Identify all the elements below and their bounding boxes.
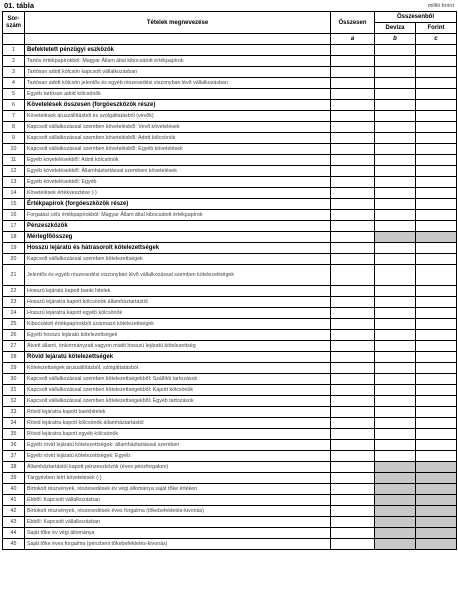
row-label: Rövid lejáratra kapott bankhitelek xyxy=(25,407,331,418)
row-number: 31 xyxy=(3,385,25,396)
cell-deviza[interactable] xyxy=(375,188,416,199)
cell-osszesen[interactable] xyxy=(331,254,375,265)
cell-deviza[interactable] xyxy=(375,155,416,166)
cell-forint[interactable] xyxy=(416,155,457,166)
row-label: Tartós értékpapírokból: Magyar Állam által kibocsátott értékpapírok xyxy=(25,56,331,67)
cell-forint[interactable] xyxy=(416,133,457,144)
cell-forint[interactable] xyxy=(416,352,457,363)
cell-osszesen[interactable] xyxy=(331,528,375,539)
cell-osszesen[interactable] xyxy=(331,122,375,133)
row-number: 8 xyxy=(3,122,25,133)
table-row xyxy=(3,506,457,517)
cell-osszesen[interactable] xyxy=(331,418,375,429)
row-label: Ebből: Kapcsolt vállalkozásban xyxy=(25,517,331,528)
cell-deviza[interactable] xyxy=(375,111,416,122)
table-row xyxy=(3,484,457,495)
cell-forint[interactable] xyxy=(416,396,457,407)
row-number: 21 xyxy=(3,265,25,286)
cell-deviza[interactable] xyxy=(375,429,416,440)
row-number: 30 xyxy=(3,374,25,385)
row-number: 11 xyxy=(3,155,25,166)
cell-forint[interactable] xyxy=(416,188,457,199)
cell-osszesen[interactable] xyxy=(331,45,375,56)
cell-osszesen[interactable] xyxy=(331,199,375,210)
row-label: Követelések értékvesztése (-) xyxy=(25,188,331,199)
table-row xyxy=(3,341,457,352)
row-number: 42 xyxy=(3,506,25,517)
row-label: Egyéb követelésekből: Adott kölcsönök xyxy=(25,155,331,166)
cell-forint xyxy=(416,539,457,550)
row-label: Kötelezettségek áruszállításból, szolgáltatásból xyxy=(25,363,331,374)
cell-deviza xyxy=(375,495,416,506)
row-number: 22 xyxy=(3,286,25,297)
cell-deviza[interactable] xyxy=(375,199,416,210)
col-header-forint: Forint xyxy=(416,23,457,34)
row-number: 27 xyxy=(3,341,25,352)
cell-forint[interactable] xyxy=(416,254,457,265)
cell-osszesen[interactable] xyxy=(331,265,375,286)
cell-osszesen[interactable] xyxy=(331,166,375,177)
row-label: Befektetett pénzügyi eszközök xyxy=(25,45,331,56)
row-label: Követelések összesen (forgóeszközök része) xyxy=(25,100,331,111)
cell-osszesen[interactable] xyxy=(331,177,375,188)
row-number: 23 xyxy=(3,297,25,308)
row-number: 45 xyxy=(3,539,25,550)
row-label: Pénzeszközök xyxy=(25,221,331,232)
row-number: 35 xyxy=(3,429,25,440)
row-number: 10 xyxy=(3,144,25,155)
cell-deviza[interactable] xyxy=(375,144,416,155)
cell-deviza[interactable] xyxy=(375,254,416,265)
cell-deviza xyxy=(375,484,416,495)
col-header-osszesenbol: Összesenből xyxy=(375,12,457,23)
cell-deviza xyxy=(375,517,416,528)
cell-osszesen[interactable] xyxy=(331,330,375,341)
table-row xyxy=(3,166,457,177)
table-row xyxy=(3,374,457,385)
row-label: Átvett állami, önkormányzati vagyon miatti hosszú lejáratú kötelezettség xyxy=(25,341,331,352)
row-number: 38 xyxy=(3,462,25,473)
col-header-tetelek: Tételek megnevezése xyxy=(25,12,331,34)
row-number: 4 xyxy=(3,78,25,89)
cell-deviza[interactable] xyxy=(375,440,416,451)
row-number: 37 xyxy=(3,451,25,462)
cell-deviza[interactable] xyxy=(375,122,416,133)
cell-deviza[interactable] xyxy=(375,221,416,232)
cell-osszesen[interactable] xyxy=(331,56,375,67)
cell-forint[interactable] xyxy=(416,308,457,319)
table-row xyxy=(3,308,457,319)
row-label: Kapcsolt vállalkozással szemben követelésből: Adott kölcsönök xyxy=(25,133,331,144)
row-number: 26 xyxy=(3,330,25,341)
row-number: 14 xyxy=(3,188,25,199)
cell-forint xyxy=(416,462,457,473)
cell-osszesen[interactable] xyxy=(331,210,375,221)
row-number: 7 xyxy=(3,111,25,122)
cell-deviza xyxy=(375,462,416,473)
row-label: Tartósan adott kölcsön jelentős és egyéb részesedési viszonyban lévő vállalkozásban xyxy=(25,78,331,89)
cell-forint[interactable] xyxy=(416,78,457,89)
cell-osszesen[interactable] xyxy=(331,396,375,407)
row-label: Egyéb követelésekből: Egyéb xyxy=(25,177,331,188)
cell-osszesen[interactable] xyxy=(331,155,375,166)
table-row xyxy=(3,188,457,199)
cell-osszesen[interactable] xyxy=(331,308,375,319)
table-row xyxy=(3,517,457,528)
row-number: 28 xyxy=(3,352,25,363)
cell-forint[interactable] xyxy=(416,199,457,210)
cell-deviza xyxy=(375,528,416,539)
table-row xyxy=(3,232,457,243)
row-label: Egyéb tartósan adott kölcsönök xyxy=(25,89,331,100)
cell-forint[interactable] xyxy=(416,100,457,111)
row-number: 32 xyxy=(3,396,25,407)
cell-deviza[interactable] xyxy=(375,78,416,89)
row-label: Követelések áruszállításból és szolgáltatásból (vevők) xyxy=(25,111,331,122)
row-label: Egyéb hosszú lejáratú kötelezettségek xyxy=(25,330,331,341)
cell-deviza[interactable] xyxy=(375,210,416,221)
cell-forint[interactable] xyxy=(416,144,457,155)
table-row xyxy=(3,418,457,429)
row-label: Hosszú lejáratú kapott banki hitelek xyxy=(25,286,331,297)
cell-osszesen[interactable] xyxy=(331,385,375,396)
col-letter-a: a xyxy=(331,34,375,45)
row-label: Értékpapírok (forgóeszközök része) xyxy=(25,199,331,210)
cell-forint[interactable] xyxy=(416,407,457,418)
cell-osszesen[interactable] xyxy=(331,89,375,100)
table-row xyxy=(3,429,457,440)
table-row xyxy=(3,221,457,232)
table-row xyxy=(3,243,457,254)
row-label: Ebből: Kapcsolt vállalkozásban xyxy=(25,495,331,506)
col-letter-empty-2 xyxy=(25,34,331,45)
row-label: Kapcsolt vállalkozással szemben kötelezettségek xyxy=(25,254,331,265)
cell-deviza[interactable] xyxy=(375,308,416,319)
cell-osszesen[interactable] xyxy=(331,451,375,462)
cell-deviza[interactable] xyxy=(375,451,416,462)
cell-osszesen[interactable] xyxy=(331,495,375,506)
cell-deviza[interactable] xyxy=(375,352,416,363)
cell-osszesen[interactable] xyxy=(331,341,375,352)
cell-deviza[interactable] xyxy=(375,100,416,111)
cell-forint xyxy=(416,473,457,484)
cell-osszesen[interactable] xyxy=(331,429,375,440)
cell-deviza[interactable] xyxy=(375,67,416,78)
table-row xyxy=(3,199,457,210)
table-row xyxy=(3,330,457,341)
cell-osszesen[interactable] xyxy=(331,232,375,243)
cell-osszesen[interactable] xyxy=(331,462,375,473)
row-label: Jelentős és egyéb részesedési viszonyban lévő vállalkozással szemben kötelezettségek xyxy=(25,265,331,286)
cell-forint[interactable] xyxy=(416,166,457,177)
row-label: Rövid lejáratra kapott kölcsönök államháztartástól xyxy=(25,418,331,429)
table-row xyxy=(3,210,457,221)
row-number: 36 xyxy=(3,440,25,451)
table-row xyxy=(3,254,457,265)
cell-osszesen[interactable] xyxy=(331,440,375,451)
row-label: Kapcsolt vállalkozással szemben követelésből: Vevő követelések xyxy=(25,122,331,133)
cell-osszesen[interactable] xyxy=(331,133,375,144)
row-number: 41 xyxy=(3,495,25,506)
row-label: Tárgyévben leírt követelések (-) xyxy=(25,473,331,484)
table-row xyxy=(3,111,457,122)
row-label: Birtokolt részvények, részesedések év végi állománya saját tőke értéken xyxy=(25,484,331,495)
cell-osszesen[interactable] xyxy=(331,539,375,550)
cell-deviza xyxy=(375,232,416,243)
cell-forint[interactable] xyxy=(416,385,457,396)
table-row xyxy=(3,122,457,133)
cell-forint[interactable] xyxy=(416,89,457,100)
table-row xyxy=(3,67,457,78)
col-letter-empty-1 xyxy=(3,34,25,45)
cell-forint[interactable] xyxy=(416,45,457,56)
row-label: Birtokolt részvények, részesedések éves forgalma (tőkebefektetés-kivonás) xyxy=(25,506,331,517)
row-number: 43 xyxy=(3,517,25,528)
cell-forint xyxy=(416,528,457,539)
cell-forint[interactable] xyxy=(416,221,457,232)
cell-deviza[interactable] xyxy=(375,385,416,396)
cell-osszesen[interactable] xyxy=(331,484,375,495)
table-row xyxy=(3,56,457,67)
cell-deviza[interactable] xyxy=(375,418,416,429)
data-table xyxy=(2,11,457,550)
row-label: Saját tőke év végi állománya xyxy=(25,528,331,539)
row-number: 17 xyxy=(3,221,25,232)
table-row xyxy=(3,45,457,56)
cell-deviza[interactable] xyxy=(375,133,416,144)
table-row xyxy=(3,462,457,473)
table-row xyxy=(3,319,457,330)
col-letter-b: b xyxy=(375,34,416,45)
cell-osszesen[interactable] xyxy=(331,100,375,111)
cell-osszesen[interactable] xyxy=(331,286,375,297)
cell-forint xyxy=(416,517,457,528)
cell-deviza[interactable] xyxy=(375,56,416,67)
row-number: 34 xyxy=(3,418,25,429)
table-row xyxy=(3,155,457,166)
row-number: 18 xyxy=(3,232,25,243)
cell-osszesen[interactable] xyxy=(331,319,375,330)
row-number: 33 xyxy=(3,407,25,418)
row-label: Államháztartástól kapott pénzeszközök (éves pénzforgalom) xyxy=(25,462,331,473)
cell-forint xyxy=(416,484,457,495)
table-row xyxy=(3,385,457,396)
cell-forint[interactable] xyxy=(416,56,457,67)
cell-forint[interactable] xyxy=(416,330,457,341)
row-label: Kapcsolt vállalkozással szemben kötelezettségekből: Kapott kölcsönök xyxy=(25,385,331,396)
row-number: 44 xyxy=(3,528,25,539)
row-number: 40 xyxy=(3,484,25,495)
row-number: 5 xyxy=(3,89,25,100)
row-label: Forgatási célú értékpapírokból: Magyar Állam által kibocsátott értékpapírok xyxy=(25,210,331,221)
row-number: 3 xyxy=(3,67,25,78)
row-label: Kapcsolt vállalkozással szemben kötelezettségekből: Egyéb tartozások xyxy=(25,396,331,407)
cell-forint[interactable] xyxy=(416,440,457,451)
table-row xyxy=(3,89,457,100)
table-row xyxy=(3,78,457,89)
row-label: Egyéb rövid lejáratú kötelezettségek: államháztartással szemben xyxy=(25,440,331,451)
row-number: 29 xyxy=(3,363,25,374)
cell-deviza xyxy=(375,506,416,517)
cell-forint[interactable] xyxy=(416,429,457,440)
table-row xyxy=(3,495,457,506)
cell-osszesen[interactable] xyxy=(331,517,375,528)
col-header-osszesen: Összesen xyxy=(331,12,375,34)
row-number: 16 xyxy=(3,210,25,221)
table-row xyxy=(3,100,457,111)
cell-deviza[interactable] xyxy=(375,45,416,56)
row-label: Saját tőke éves forgalma (pénzbeni tőkebefektetés-kivonás) xyxy=(25,539,331,550)
cell-osszesen[interactable] xyxy=(331,243,375,254)
table-row xyxy=(3,396,457,407)
cell-forint[interactable] xyxy=(416,374,457,385)
col-header-sorszam: Sor-szám xyxy=(3,12,25,34)
row-number: 1 xyxy=(3,45,25,56)
col-header-deviza: Deviza xyxy=(375,23,416,34)
row-label: Hosszú lejáratra kapott kölcsönök államháztartástól xyxy=(25,297,331,308)
table-row xyxy=(3,363,457,374)
row-number: 15 xyxy=(3,199,25,210)
cell-deviza[interactable] xyxy=(375,265,416,286)
row-number: 19 xyxy=(3,243,25,254)
cell-forint[interactable] xyxy=(416,122,457,133)
table-row xyxy=(3,286,457,297)
cell-deviza[interactable] xyxy=(375,396,416,407)
cell-forint[interactable] xyxy=(416,363,457,374)
cell-deviza[interactable] xyxy=(375,243,416,254)
cell-deviza[interactable] xyxy=(375,363,416,374)
row-label: Egyéb rövid lejáratú kötelezettségek: Egyéb xyxy=(25,451,331,462)
row-label: Mérlegfőösszeg xyxy=(25,232,331,243)
table-row xyxy=(3,144,457,155)
cell-deviza[interactable] xyxy=(375,89,416,100)
row-number: 6 xyxy=(3,100,25,111)
table-row xyxy=(3,528,457,539)
cell-osszesen[interactable] xyxy=(331,67,375,78)
cell-forint[interactable] xyxy=(416,319,457,330)
cell-osszesen[interactable] xyxy=(331,144,375,155)
cell-forint[interactable] xyxy=(416,111,457,122)
cell-forint[interactable] xyxy=(416,177,457,188)
table-row xyxy=(3,407,457,418)
table-body xyxy=(3,45,457,550)
row-number: 20 xyxy=(3,254,25,265)
cell-osszesen[interactable] xyxy=(331,188,375,199)
cell-forint xyxy=(416,495,457,506)
table-row xyxy=(3,265,457,286)
table-row xyxy=(3,352,457,363)
row-label: Egyéb követelésekből: Államháztartással szembeni követelések xyxy=(25,166,331,177)
cell-forint[interactable] xyxy=(416,265,457,286)
row-number: 12 xyxy=(3,166,25,177)
cell-forint[interactable] xyxy=(416,210,457,221)
row-label: Kibocsátott értékpapírokból származó kötelezettségek xyxy=(25,319,331,330)
cell-osszesen[interactable] xyxy=(331,352,375,363)
cell-osszesen[interactable] xyxy=(331,473,375,484)
cell-osszesen[interactable] xyxy=(331,374,375,385)
cell-deviza[interactable] xyxy=(375,177,416,188)
table-row xyxy=(3,133,457,144)
unit-label: millió forint xyxy=(427,3,454,9)
table-row xyxy=(3,451,457,462)
row-number: 39 xyxy=(3,473,25,484)
cell-deviza xyxy=(375,473,416,484)
cell-deviza[interactable] xyxy=(375,330,416,341)
cell-forint[interactable] xyxy=(416,243,457,254)
row-label: Rövid lejáratra kapott egyéb kölcsönök xyxy=(25,429,331,440)
table-id: 01. tábla xyxy=(4,1,35,10)
row-label: Kapcsolt vállalkozással szemben követelésből: Egyéb követelések xyxy=(25,144,331,155)
cell-forint xyxy=(416,506,457,517)
table-row xyxy=(3,539,457,550)
cell-deviza[interactable] xyxy=(375,341,416,352)
row-label: Hosszú lejáratú és hátrasorolt kötelezettségek xyxy=(25,243,331,254)
cell-osszesen[interactable] xyxy=(331,407,375,418)
row-label: Kapcsolt vállalkozással szemben kötelezettségekből: Szállítói tartozások xyxy=(25,374,331,385)
row-label: Tartósan adott kölcsön kapcsolt vállalkozásban xyxy=(25,67,331,78)
cell-deviza[interactable] xyxy=(375,319,416,330)
cell-osszesen[interactable] xyxy=(331,363,375,374)
cell-forint[interactable] xyxy=(416,418,457,429)
cell-forint[interactable] xyxy=(416,297,457,308)
cell-forint[interactable] xyxy=(416,341,457,352)
row-number: 24 xyxy=(3,308,25,319)
table-row xyxy=(3,473,457,484)
cell-forint[interactable] xyxy=(416,451,457,462)
table-row xyxy=(3,297,457,308)
row-number: 25 xyxy=(3,319,25,330)
row-label: Rövid lejáratú kötelezettségek xyxy=(25,352,331,363)
table-header-bar xyxy=(4,1,456,11)
table-row xyxy=(3,177,457,188)
cell-osszesen[interactable] xyxy=(331,506,375,517)
cell-osszesen[interactable] xyxy=(331,111,375,122)
cell-deviza[interactable] xyxy=(375,297,416,308)
cell-deviza[interactable] xyxy=(375,166,416,177)
row-number: 2 xyxy=(3,56,25,67)
cell-deviza[interactable] xyxy=(375,407,416,418)
row-number: 9 xyxy=(3,133,25,144)
cell-forint xyxy=(416,232,457,243)
cell-osszesen[interactable] xyxy=(331,221,375,232)
table-row xyxy=(3,440,457,451)
cell-deviza[interactable] xyxy=(375,374,416,385)
row-number: 13 xyxy=(3,177,25,188)
cell-deviza[interactable] xyxy=(375,286,416,297)
cell-forint[interactable] xyxy=(416,67,457,78)
col-letter-c: c xyxy=(416,34,457,45)
cell-deviza xyxy=(375,539,416,550)
row-label: Hosszú lejáratra kapott egyéb kölcsönök xyxy=(25,308,331,319)
cell-forint[interactable] xyxy=(416,286,457,297)
cell-osszesen[interactable] xyxy=(331,297,375,308)
cell-osszesen[interactable] xyxy=(331,78,375,89)
